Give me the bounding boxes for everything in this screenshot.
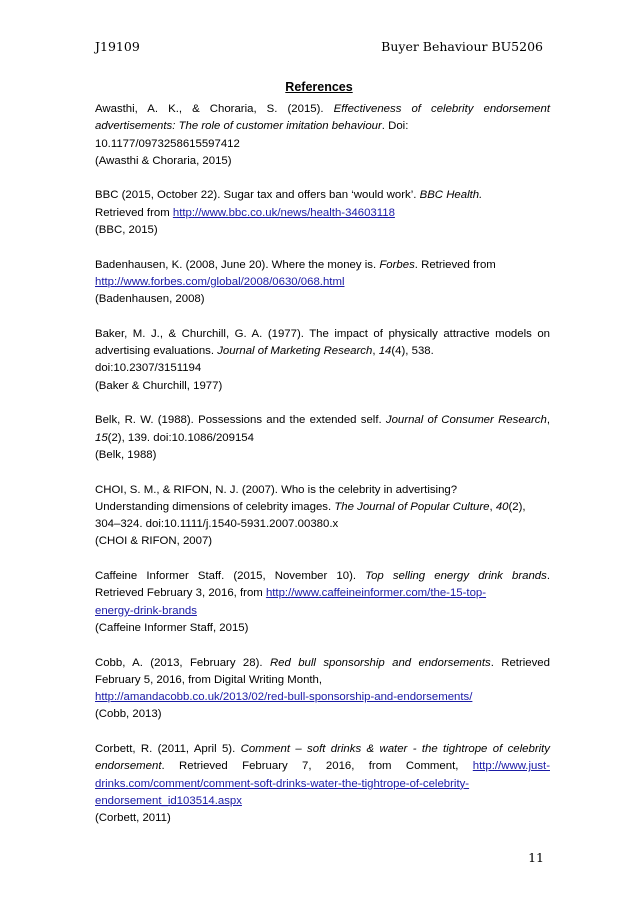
reference-entry [95, 741, 550, 827]
reference-line: Baker, M. J., & Churchill, G. A. (1977). The impact of physically attractive models on [95, 327, 550, 340]
header-student-id: J19109 [95, 39, 140, 54]
reference-entry [95, 655, 550, 724]
reference-link[interactable]: http://www.forbes.com/global/2008/0630/068.html [95, 275, 345, 288]
reference-line: Badenhausen, K. (2008, June 20). Where the money is. Forbes. Retrieved from [95, 258, 496, 271]
header-course-title: Buyer Behaviour BU5206 [381, 39, 543, 54]
reference-line [95, 274, 550, 291]
reference-entry [95, 568, 550, 637]
reference-entry [95, 326, 550, 395]
reference-entry [95, 412, 550, 464]
reference-line [95, 793, 550, 810]
reference-entry [95, 187, 550, 239]
in-text-citation: (BBC, 2015) [95, 224, 158, 237]
in-text-citation: (Corbett, 2011) [95, 812, 171, 825]
reference-link[interactable]: http://www.caffeineinformer.com/the-15-top- [265, 587, 487, 600]
in-text-citation: (Caffeine Informer Staff, 2015) [95, 621, 249, 634]
reference-link[interactable]: http://amandacobb.co.uk/2013/02/red-bull-sponsorship-and-endorsements/ [95, 691, 473, 704]
in-text-citation: (Belk, 1988) [95, 448, 157, 461]
reference-doi: 304–324. doi:10.1111/j.1540-5931.2007.00380.x [95, 518, 339, 531]
references-heading: References [285, 80, 353, 94]
reference-doi: 10.1177/0973258615597412 [95, 137, 240, 150]
page-number: 11 [528, 850, 544, 865]
reference-line: endorsement. Retrieved February 7, 2016, from Comment, http://www.just- [95, 760, 550, 773]
in-text-citation: (Awasthi & Choraria, 2015) [95, 154, 232, 167]
reference-link[interactable]: energy-drink-brands [95, 604, 197, 617]
reference-line: Corbett, R. (2011, April 5). Comment – soft drinks & water - the tightrope of celebrity [95, 742, 551, 755]
reference-link[interactable]: drinks.com/comment/comment-soft-drinks-water-the-tightrope-of-celebrity- [95, 777, 470, 790]
reference-line: CHOI, S. M., & RIFON, N. J. (2007). Who is the celebrity in advertising? [95, 483, 458, 496]
in-text-citation: (Badenhausen, 2008) [95, 293, 205, 306]
reference-entry [95, 101, 550, 170]
reference-line: February 5, 2016, from Digital Writing Month, [95, 673, 323, 686]
reference-link[interactable]: http://www.bbc.co.uk/news/health-34603118 [172, 206, 395, 219]
reference-line [95, 689, 550, 706]
reference-link[interactable]: http://www.just- [472, 760, 550, 773]
reference-doi: doi:10.2307/3151194 [95, 362, 202, 375]
in-text-citation: (Cobb, 2013) [95, 708, 162, 721]
reference-line: Retrieved from http://www.bbc.co.uk/news/health-34603118 [95, 206, 395, 219]
in-text-citation: (CHOI & RIFON, 2007) [95, 535, 213, 548]
reference-line: Understanding dimensions of celebrity images. The Journal of Popular Culture, 40(2), [95, 500, 526, 513]
reference-line: Caffeine Informer Staff. (2015, November 10). Top selling energy drink brands. [95, 570, 550, 583]
reference-line: Cobb, A. (2013, February 28). Red bull sponsorship and endorsements. Retrieved [95, 656, 550, 669]
reference-line [95, 776, 550, 793]
reference-line: advertising evaluations. Journal of Marketing Research, 14(4), 538. [95, 345, 434, 358]
in-text-citation: (Baker & Churchill, 1977) [95, 379, 223, 392]
reference-line: BBC (2015, October 22). Sugar tax and offers ban ‘would work’. BBC Health. [95, 189, 483, 202]
reference-line: 15(2), 139. doi:10.1086/209154 [95, 431, 254, 444]
reference-entry [95, 482, 550, 551]
reference-line: Belk, R. W. (1988). Possessions and the extended self. Journal of Consumer Research, [95, 414, 550, 427]
reference-line [95, 603, 550, 620]
reference-line: advertisements: The role of customer imitation behaviour. Doi: [95, 120, 409, 133]
references-list [95, 101, 550, 845]
reference-line: Retrieved February 3, 2016, from http://www.caffeineinformer.com/the-15-top- [95, 587, 487, 600]
reference-line: Awasthi, A. K., & Choraria, S. (2015). Effectiveness of celebrity endorsement [95, 103, 550, 115]
page-header [95, 39, 543, 59]
reference-entry [95, 257, 550, 309]
reference-link[interactable]: endorsement_id103514.aspx [95, 794, 242, 807]
